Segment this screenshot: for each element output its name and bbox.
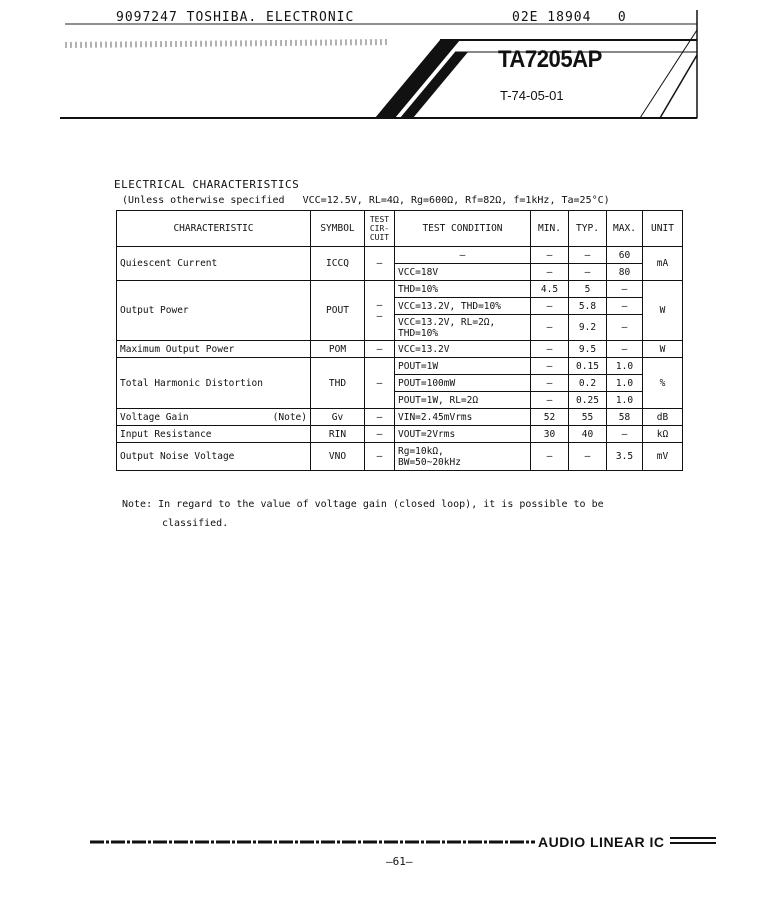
tc-cell: – xyxy=(365,341,395,358)
min-cell: – xyxy=(531,264,569,281)
section-conditions: (Unless otherwise specified VCC=12.5V, RL=4Ω, Rg=600Ω, Rf=82Ω, f=1kHz, Ta=25°C) xyxy=(122,195,610,206)
max-cell: 1.0 xyxy=(607,375,643,392)
header-symbol: SYMBOL xyxy=(311,211,365,247)
max-cell: – xyxy=(607,341,643,358)
table-row xyxy=(117,409,683,426)
typ-cell: 9.2 xyxy=(569,315,607,341)
cond-cell: VCC=18V xyxy=(395,264,531,281)
table-row xyxy=(117,443,683,471)
header-decoration xyxy=(0,0,765,120)
tc-cell: – xyxy=(365,247,395,281)
tc-dash: – xyxy=(376,310,383,322)
table-row xyxy=(117,247,683,264)
char-quiescent-current: Quiescent Current xyxy=(117,247,311,281)
header-characteristic: CHARACTERISTIC xyxy=(117,211,311,247)
cond-cell: VIN=2.45mVrms xyxy=(395,409,531,426)
table-row xyxy=(117,341,683,358)
char-voltage-gain xyxy=(117,409,311,426)
max-cell: 1.0 xyxy=(607,358,643,375)
typ-cell: 5 xyxy=(569,281,607,298)
tc-cell: – xyxy=(365,443,395,471)
cond-cell: VCC=13.2V, RL=2Ω, THD=10% xyxy=(395,315,531,341)
max-cell: 3.5 xyxy=(607,443,643,471)
unit-cell: kΩ xyxy=(643,426,683,443)
header-min: MIN. xyxy=(531,211,569,247)
typ-cell: 0.15 xyxy=(569,358,607,375)
voltage-gain-note: (Note) xyxy=(272,411,307,423)
table-row xyxy=(117,358,683,375)
electrical-characteristics-table xyxy=(116,210,683,471)
unit-cell: mV xyxy=(643,443,683,471)
min-cell: – xyxy=(531,341,569,358)
typ-cell: 0.2 xyxy=(569,375,607,392)
cond-cell: POUT=100mW xyxy=(395,375,531,392)
header-typ: TYP. xyxy=(569,211,607,247)
table-row xyxy=(117,281,683,298)
max-cell: 80 xyxy=(607,264,643,281)
min-cell: – xyxy=(531,358,569,375)
voltage-gain-label: Voltage Gain xyxy=(120,411,189,423)
min-cell: – xyxy=(531,247,569,264)
typ-cell: – xyxy=(569,247,607,264)
header-test-circuit: TEST CIR-CUIT xyxy=(365,211,395,247)
sym-iccq: ICCQ xyxy=(311,247,365,281)
ref-code: 02E 18904 0 xyxy=(512,10,627,25)
min-cell: 52 xyxy=(531,409,569,426)
cond-cell: VOUT=2Vrms xyxy=(395,426,531,443)
sym-rin: RIN xyxy=(311,426,365,443)
header-test-condition: TEST CONDITION xyxy=(395,211,531,247)
unit-cell: % xyxy=(643,358,683,409)
sym-pom: POM xyxy=(311,341,365,358)
min-cell: – xyxy=(531,315,569,341)
max-cell: – xyxy=(607,281,643,298)
unit-cell: W xyxy=(643,281,683,341)
table-header-row xyxy=(117,211,683,247)
typ-cell: – xyxy=(569,264,607,281)
unit-cell: mA xyxy=(643,247,683,281)
tc-dash: – xyxy=(376,299,383,311)
sym-vno: VNO xyxy=(311,443,365,471)
unit-cell: dB xyxy=(643,409,683,426)
min-cell: – xyxy=(531,443,569,471)
section-title: ELECTRICAL CHARACTERISTICS xyxy=(114,178,300,191)
sym-gv: Gv xyxy=(311,409,365,426)
min-cell: 4.5 xyxy=(531,281,569,298)
typ-cell: – xyxy=(569,443,607,471)
cond-cell: – xyxy=(395,247,531,264)
classification-code: T-74-05-01 xyxy=(500,88,564,103)
min-cell: – xyxy=(531,375,569,392)
max-cell: 58 xyxy=(607,409,643,426)
cond-cell: VCC=13.2V xyxy=(395,341,531,358)
page-number: –61– xyxy=(386,855,413,868)
header-unit: UNIT xyxy=(643,211,683,247)
note-line-2: classified. xyxy=(162,518,229,529)
typ-cell: 55 xyxy=(569,409,607,426)
unit-cell: W xyxy=(643,341,683,358)
table-row xyxy=(117,426,683,443)
sym-thd: THD xyxy=(311,358,365,409)
typ-cell: 40 xyxy=(569,426,607,443)
tc-cell xyxy=(365,281,395,341)
typ-cell: 5.8 xyxy=(569,298,607,315)
doc-code: 9097247 TOSHIBA. ELECTRONIC xyxy=(116,10,355,25)
cond-cell: POUT=1W xyxy=(395,358,531,375)
tc-cell: – xyxy=(365,358,395,409)
cond-cell: THD=10% xyxy=(395,281,531,298)
max-cell: – xyxy=(607,315,643,341)
header-max: MAX. xyxy=(607,211,643,247)
typ-cell: 0.25 xyxy=(569,392,607,409)
min-cell: 30 xyxy=(531,426,569,443)
cond-cell: VCC=13.2V, THD=10% xyxy=(395,298,531,315)
tc-cell: – xyxy=(365,409,395,426)
cond-cell xyxy=(395,443,531,471)
cond-cell: POUT=1W, RL=2Ω xyxy=(395,392,531,409)
max-cell: – xyxy=(607,298,643,315)
vno-cond-line1: Rg=10kΩ, xyxy=(398,445,444,457)
min-cell: – xyxy=(531,298,569,315)
max-cell: – xyxy=(607,426,643,443)
sym-pout: POUT xyxy=(311,281,365,341)
max-cell: 1.0 xyxy=(607,392,643,409)
tc-cell: – xyxy=(365,426,395,443)
typ-cell: 9.5 xyxy=(569,341,607,358)
vno-cond-line2: BW=50~20kHz xyxy=(398,456,461,468)
part-number: TA7205AP xyxy=(498,46,602,73)
max-cell: 60 xyxy=(607,247,643,264)
char-total-harmonic-distortion: Total Harmonic Distortion xyxy=(117,358,311,409)
char-output-power: Output Power xyxy=(117,281,311,341)
char-maximum-output-power: Maximum Output Power xyxy=(117,341,311,358)
footer-label: AUDIO LINEAR IC xyxy=(538,834,665,850)
char-input-resistance: Input Resistance xyxy=(117,426,311,443)
note-line-1: Note: In regard to the value of voltage gain (closed loop), it is possible to be xyxy=(122,499,604,510)
min-cell: – xyxy=(531,392,569,409)
char-output-noise-voltage: Output Noise Voltage xyxy=(117,443,311,471)
